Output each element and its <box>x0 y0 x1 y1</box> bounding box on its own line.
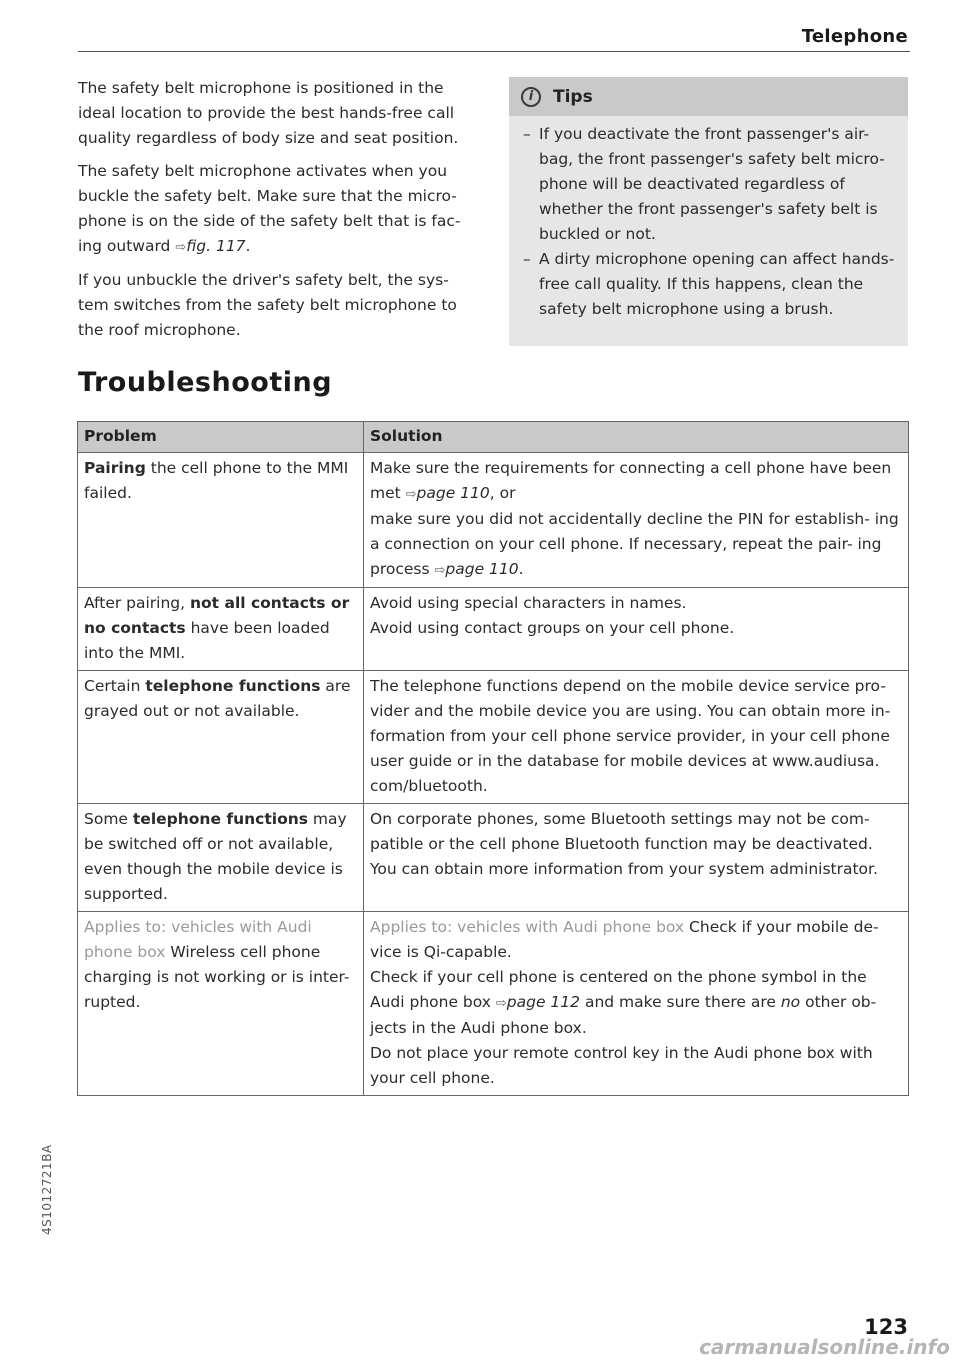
applies-to-note: Applies to: vehicles with Audi phone box <box>370 918 685 936</box>
intro-paragraph-3: If you unbuckle the driver's safety belt, the sys- tem switches from the safety belt microphone to the roof microphone. <box>78 271 457 339</box>
problem-cell <box>78 453 364 588</box>
problem-text: the cell phone to the MMI failed. <box>84 459 349 502</box>
problem-text: After pairing, <box>84 594 190 612</box>
problem-keyword: Pairing <box>84 459 146 477</box>
intro-text <box>78 76 478 351</box>
solution-text: Check if your mobile de- vice is Qi-capable. <box>370 918 879 961</box>
arrow-right-icon: ⇨ <box>405 487 417 502</box>
page-112-link[interactable]: page 112 <box>506 993 581 1011</box>
tips-item: – If you deactivate the front passenger's air- bag, the front passenger's safety belt micro- phone will be deactivated regardless of whether the front passenger's safety belt is buckled or not. <box>523 122 896 247</box>
arrow-right-icon: ⇨ <box>434 563 446 578</box>
problem-text: have been loaded into the MMI. <box>84 619 330 662</box>
tips-header <box>509 77 908 116</box>
intro-paragraph-2 <box>78 159 478 260</box>
solution-line <box>370 456 903 507</box>
solution-text: and make sure there are <box>580 993 781 1011</box>
solution-cell <box>364 453 909 588</box>
solution-cell <box>364 588 909 671</box>
table-row <box>78 912 909 1096</box>
document-code: 4S1012721BA <box>40 1144 54 1235</box>
intro-paragraph-1: The safety belt microphone is positioned in the ideal location to provide the best hands-free call quality regardless of body size and seat position. <box>78 79 459 147</box>
intro-paragraph-2-text: The safety belt microphone activates when you buckle the safety belt. Make sure that the micro- phone is on the side of the safety belt that is fac- ing outward <box>78 162 461 255</box>
watermark: carmanualsonline.info <box>699 1335 950 1359</box>
header-divider <box>78 51 910 52</box>
solution-text: Make sure the requirements for connecting a cell phone have been met <box>370 459 892 502</box>
solution-line: Do not place your remote control key in the Audi phone box with your cell phone. <box>370 1044 873 1087</box>
table-row <box>78 804 909 912</box>
page-110-link[interactable]: page 110 <box>416 484 490 502</box>
troubleshooting-table <box>77 421 909 1096</box>
problem-keyword: telephone functions <box>132 810 308 828</box>
fig-117-link[interactable]: fig. 117 <box>186 237 246 255</box>
info-icon: i <box>521 87 541 107</box>
tips-list <box>509 116 908 322</box>
tips-title: Tips <box>553 86 593 107</box>
problem-cell <box>78 804 364 912</box>
applies-to-note: Applies to: vehicles with Audi phone box <box>84 918 312 961</box>
solution-line: Avoid using special characters in names. <box>370 594 687 612</box>
problem-text: Certain <box>84 677 146 695</box>
tips-item: – A dirty microphone opening can affect hands-free call quality. If this happens, clean the safety belt microphone using a brush. <box>523 247 896 322</box>
arrow-right-icon: ⇨ <box>175 240 187 255</box>
column-header-problem: Problem <box>78 422 364 453</box>
problem-text: Wireless cell phone charging is not working or is inter- rupted. <box>84 943 350 1011</box>
solution-text: . <box>518 560 524 578</box>
section-title: Troubleshooting <box>78 367 333 398</box>
problem-cell <box>78 671 364 804</box>
problem-text: Some <box>84 810 133 828</box>
table-row <box>78 453 909 588</box>
solution-line <box>370 915 903 965</box>
solution-line <box>370 507 903 583</box>
table-header-row <box>78 422 909 453</box>
solution-text: Check if your cell phone is centered on the phone symbol in the Audi phone box <box>370 968 867 1011</box>
problem-keyword: not all contacts or no contacts <box>84 594 350 637</box>
arrow-right-icon: ⇨ <box>495 996 507 1011</box>
problem-cell <box>78 912 364 1096</box>
solution-cell <box>364 912 909 1096</box>
solution-cell: On corporate phones, some Bluetooth settings may not be com- patible or the cell phone Bluetooth function may be deactivated. You can obtain more information from your system administrator. <box>364 804 909 912</box>
page-110-link[interactable]: page 110 <box>445 560 519 578</box>
emphasis-text: no <box>780 993 801 1011</box>
solution-cell: The telephone functions depend on the mobile device service pro- vider and the mobile device you are using. You can obtain more in- formation from your cell phone service provider, in your cell phone user guide or in the database for mobile devices at www.audiusa. com/bluetooth. <box>364 671 909 804</box>
solution-line <box>370 965 903 1041</box>
table-row <box>78 588 909 671</box>
problem-text: may be switched off or not available, even though the mobile device is supported. <box>84 810 347 903</box>
problem-cell <box>78 588 364 671</box>
intro-paragraph-2-end: . <box>245 237 251 255</box>
tips-box <box>509 77 908 346</box>
page-number: 123 <box>864 1315 908 1339</box>
solution-text: other ob- jects in the Audi phone box. <box>370 993 877 1037</box>
solution-text: make sure you did not accidentally decline the PIN for establish- ing a connection on your cell phone. If necessary, repeat the pair- ing process <box>370 510 899 578</box>
solution-text: , or <box>489 484 516 502</box>
problem-text: are grayed out or not available. <box>84 677 351 720</box>
column-header-solution: Solution <box>364 422 909 453</box>
table-row <box>78 671 909 804</box>
problem-keyword: telephone functions <box>145 677 321 695</box>
page-header-title: Telephone <box>801 26 908 47</box>
solution-line: Avoid using contact groups on your cell phone. <box>370 619 735 637</box>
